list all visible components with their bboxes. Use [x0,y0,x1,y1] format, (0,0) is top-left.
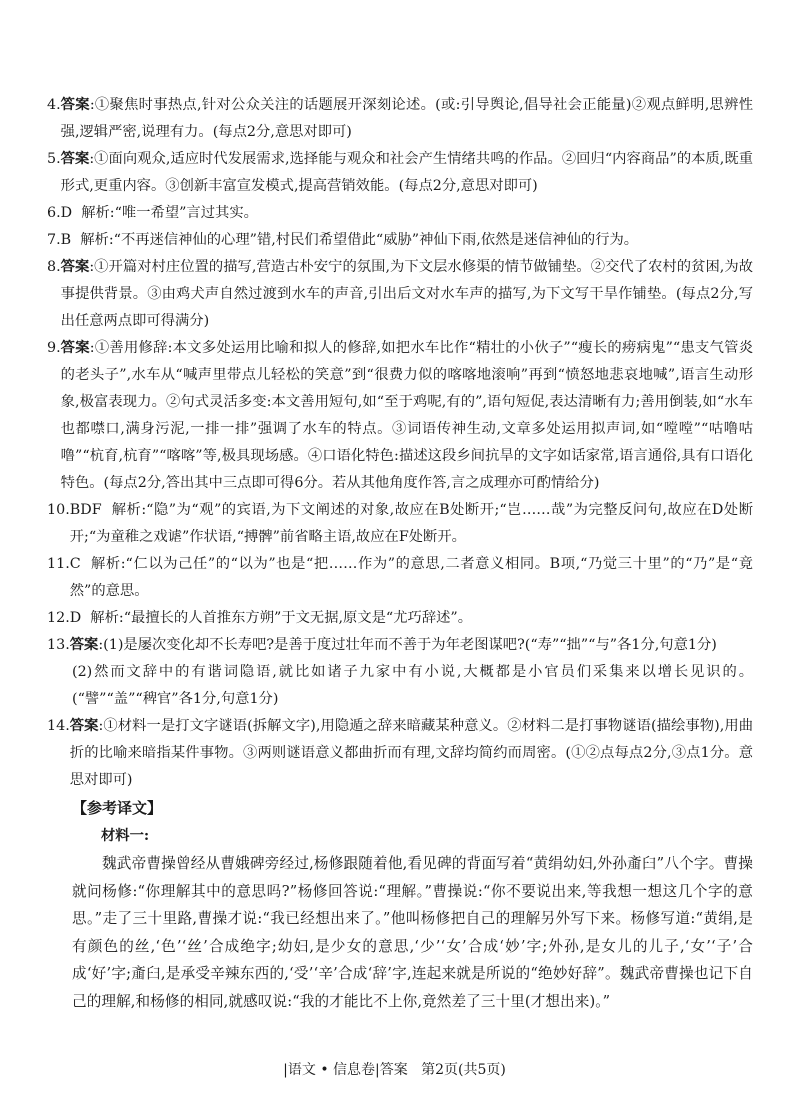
answer-item-8 [47,254,753,335]
item-label: 答案 [60,340,90,356]
item-number: 14. [47,718,70,734]
item-text: :(1)是屡次变化却不长寿吧?是善于度过壮年而不善于为年老图谋吧?(“寿”“拙”“与”各1分,句意1分) [98,637,717,653]
item-number: 12. [47,610,70,626]
item-text: :①聚焦时事热点,针对公众关注的话题展开深刻论述。(或:引导舆论,倡导社会正能量)②观点鲜明,思辨性强,逻辑严密,说理有力。(每点2分,意思对即可) [60,97,754,140]
answer-item-14 [47,713,753,794]
item-text: 解析:“唯一希望”言过其实。 [72,205,258,221]
item-number: 10. [47,502,70,518]
item-number: 5. [47,151,61,167]
answer-item-6 [47,200,753,227]
item-number: 11. [47,556,70,572]
item-text: 解析:“不再迷信神仙的心理”错,村民们希望借此“威胁”神仙下雨,依然是迷信神仙的行为。 [71,232,639,248]
item-label: D [69,610,82,626]
item-label: 答案 [69,718,99,734]
answer-item-10 [47,497,753,551]
answer-item-13 [47,632,753,659]
item-number: 9. [47,340,61,356]
item-label: D [60,205,73,221]
answer-item-11 [47,551,753,605]
item-label: 答案 [60,259,90,275]
answer-item-7 [47,227,753,254]
item-text: :①开篇对村庄位置的描写,营造古朴安宁的氛围,为下文层水修渠的情节做铺垫。②交代了农村的贫困,为故事提供背景。③由鸡犬声自然过渡到水车的声音,引出后文对水车声的描写,为下文写干旱作铺垫。(每点2分,写出任意两点即可得满分) [60,259,753,329]
item-label: BDF [69,502,102,518]
item-text: 解析:“隐”为“观”的宾语,为下文阐述的对象,故应在B处断开;“岂……哉”为完整反问句,故应在D处断开;“为童稚之戏谑”作状语,“搏髀”前省略主语,故应在F处断开。 [69,502,753,545]
answer-item-12 [47,605,753,632]
answer-item-5 [47,146,753,200]
item-label: 答案 [60,97,90,113]
item-text: 解析:“仁以为己任”的“以为”也是“把……作为”的意思,二者意义相同。B项,“乃觉三十里”的“乃”是“竟然”的意思。 [69,556,753,599]
item-number: 8. [47,259,61,275]
material-1-title: 材料一: [101,828,150,844]
page-footer: |语文 • 信息卷|答案 第2页(共5页) [283,1062,506,1078]
answer-item-9 [47,335,753,497]
translation-paragraph: 魏武帝曹操曾经从曹娥碑旁经过,杨修跟随着他,看见碑的背面写着“黄绢幼妇,外孙齑臼”八个字。曹操就问杨修:“你理解其中的意思吗?”杨修回答说:“理解。”曹操说:“你不要说出来,等我想一想这几个字的意思。”走了三十里路,曹操才说:“我已经想出来了。”他叫杨修把自己的理解另外写下来。杨修写道:“黄绢,是有颜色的丝,‘色’‘丝’合成绝字;幼妇,是少女的意思,‘少’‘女’合成‘妙’字;外孙,是女儿的儿子,‘女’‘子’合成‘好’字;齑臼,是承受辛辣东西的,‘受’‘辛’合成‘辞’字,连起来就是所说的“绝妙好辞”。魏武帝曹操也记下自己的理解,和杨修的相同,就感叹说:“我的才能比不上你,竟然差了三十里(才想出来)。” [72,855,753,1010]
item-label: 答案 [69,637,99,653]
item-number: 4. [47,97,61,113]
item-text: 解析:“最擅长的人首推东方朔”于文无据,原文是“尤巧辞述”。 [81,610,473,626]
item-number: 7. [47,232,61,248]
translation-section-title: 【参考译文】 [72,799,163,817]
item-number: 13. [47,637,70,653]
item-text: :①面向观众,适应时代发展需求,选择能与观众和社会产生情绪共鸣的作品。②回归“内容商品”的本质,既重形式,更重内容。③创新丰富宣发模式,提高营销效能。(每点2分,意思对即可) [60,151,754,194]
answer-item-4 [47,92,753,146]
item-number: 6. [47,205,61,221]
item-label: B [60,232,72,248]
item-text: :①材料一是打文字谜语(拆解文字),用隐遁之辞来暗藏某种意义。②材料二是打事物谜语(描绘事物),用曲折的比喻来暗指某件事物。③两则谜语意义都曲折而有理,文辞均简约而周密。(①②点每点2分,③点1分。意思对即可) [69,718,753,788]
item-label: 答案 [60,151,90,167]
answer-item-13-part-2: (2)然而文辞中的有谐词隐语,就比如诸子九家中有小说,大概都是小官员们采集来以增长见识的。(“譬”“盖”“稗官”各1分,句意1分) [72,664,753,707]
item-text: :①善用修辞:本文多处运用比喻和拟人的修辞,如把水车比作“精壮的小伙子”“瘦长的痨病鬼”“患支气管炎的老头子”,水车从“喊声里带点儿轻松的笑意”到“很费力似的喀喀地滚响”再到“愤怒地悲哀地喊”,语言生动形象,极富表现力。②句式灵活多变:本文善用短句,如“至于鸡呢,有的”,语句短促,表达清晰有力;善用倒装,如“水车也都噤口,满身污泥,一排一排”强调了水车的特点。③词语传神生动,文章多处运用拟声词,如“嘡嘡”“咕噜咕噜”“杭育,杭育”“喀喀”等,极具现场感。④口语化特色:描述这段乡间抗旱的文字如话家常,语言通俗,具有口语化特色。(每点2分,答出其中三点即可得6分。若从其他角度作答,言之成理亦可酌情给分) [60,340,754,491]
item-label: C [69,556,81,572]
